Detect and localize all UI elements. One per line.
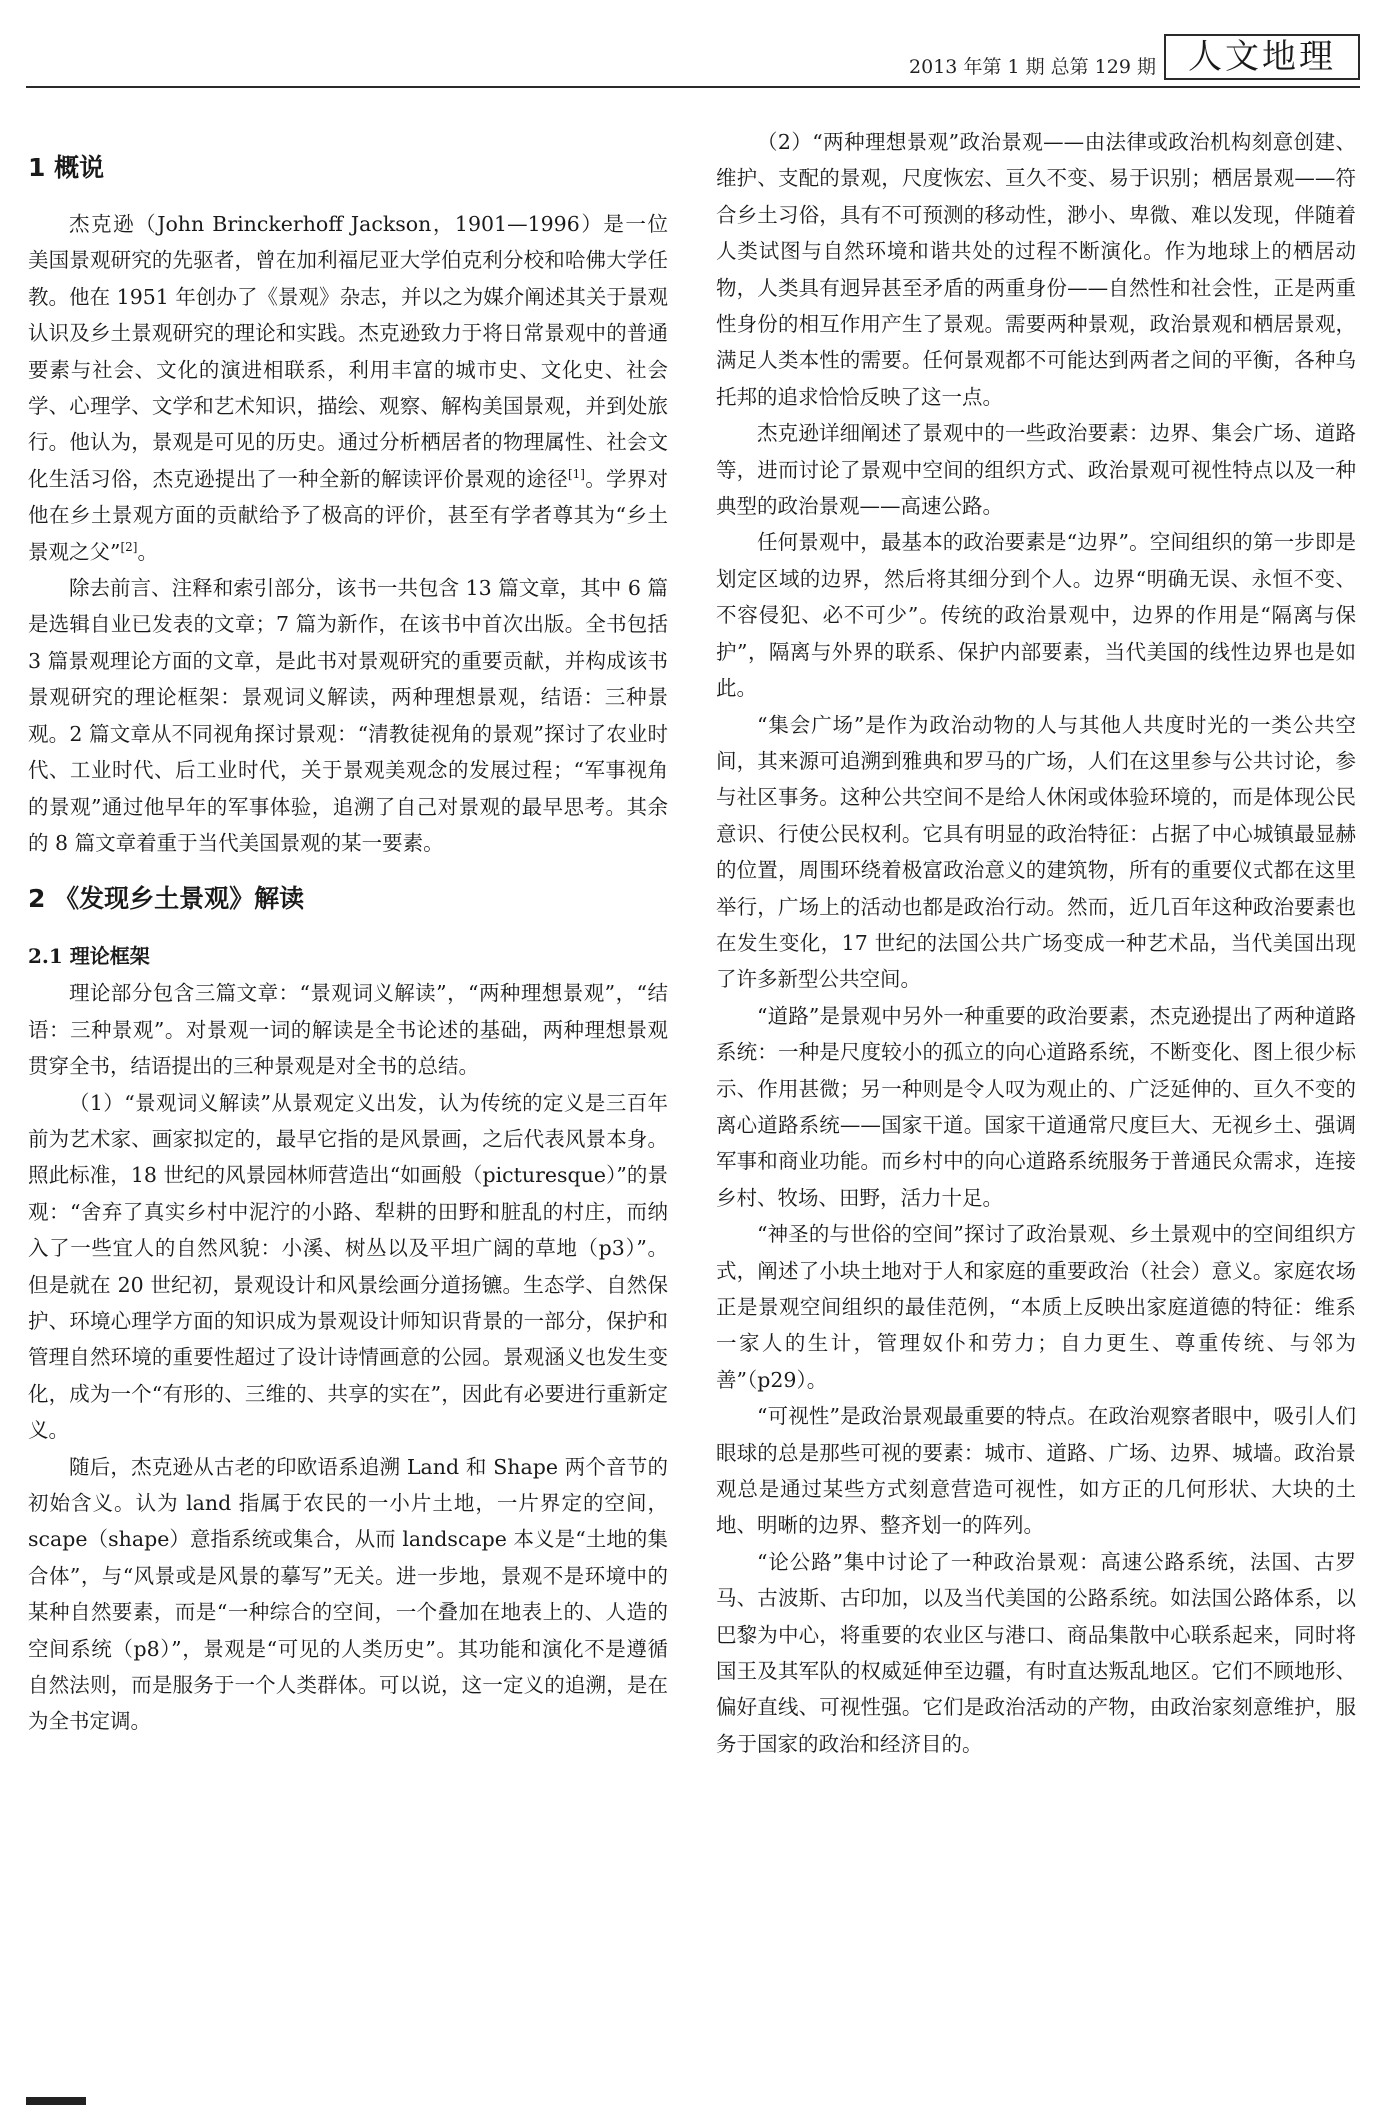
paragraph: 随后，杰克逊从古老的印欧语系追溯 Land 和 Shape 两个音节的初始含义。认为 land 指属于农民的一小片土地，一片界定的空间，scape（shape）意指系统或集合，从而 landscape 本义是“土地的集合体”，与“风景或是风景的摹写”无关。进一步地，景观不是环境中的某种自然要素，而是“一种综合的空间，一个叠加在地表上的、人造的空间系统（p8）”，景观是“可见的人类历史”。其功能和演化不是遵循自然法则，而是服务于一个人类群体。可以说，这一定义的追溯，是在为全书定调。 [28, 1454, 668, 1734]
section-heading-2: 2 《发现乡土景观》解读 [28, 884, 305, 914]
paragraph: （1）“景观词义解读”从景观定义出发，认为传统的定义是三百年前为艺术家、画家拟定的，最早它指的是风景画，之后代表风景本身。照此标准，18 世纪的风景园林师营造出“如画般（picturesque）”的景观：“舍弃了真实乡村中泥泞的小路、犁耕的田野和脏乱的村庄，而纳入了一些宜人的自然风貌：小溪、树丛以及平坦广阔的草地（p3）”。但是就在 20 世纪初，景观设计和风景绘画分道扬镳。生态学、自然保护、环境心理学方面的知识成为景观设计师知识背景的一部分，保护和管理自然环境的重要性超过了设计诗情画意的公园。景观涵义也发生变化，成为一个“有形的、三维的、共享的实在”，因此有必要进行重新定义。 [28, 1090, 668, 1443]
left-column [28, 148, 668, 1740]
paragraph: （2）“两种理想景观”政治景观——由法律或政治机构刻意创建、维护、支配的景观，尺度恢宏、亘久不变、易于识别；栖居景观——符合乡土习俗，具有不可预测的移动性，渺小、卑微、难以发现，伴随着人类试图与自然环境和谐共处的过程不断演化。作为地球上的栖居动物，人类具有迥异甚至矛盾的两重身份——自然性和社会性，正是两重性身份的相互作用产生了景观。需要两种景观，政治景观和栖居景观，满足人类本性的需要。任何景观都不可能达到两者之间的平衡，各种乌托邦的追求恰恰反映了这一点。 [716, 130, 1356, 409]
paragraph: 除去前言、注释和索引部分，该书一共包含 13 篇文章，其中 6 篇是选辑自业已发表的文章；7 篇为新作，在该书中首次出版。全书包括 3 篇景观理论方面的文章，是此书对景观研究的重要贡献，并构成该书景观研究的理论框架：景观词义解读，两种理想景观，结语：三种景观。2 篇文章从不同视角探讨景观：“清教徒视角的景观”探讨了农业时代、工业时代、后工业时代，关于景观美观念的发展过程；“军事视角的景观”通过他早年的军事体验，追溯了自己对景观的最早思考。其余的 8 篇文章着重于当代美国景观的某一要素。 [28, 576, 668, 855]
paragraph: “道路”是景观中另外一种重要的政治要素，杰克逊提出了两种道路系统：一种是尺度较小的孤立的向心道路系统，不断变化、图上很少标示、作用甚微；另一种则是令人叹为观止的、广泛延伸的、亘久不变的离心道路系统——国家干道。国家干道通常尺度巨大、无视乡土、强调军事和商业功能。而乡村中的向心道路系统服务于普通民众需求，连接乡村、牧场、田野，活力十足。 [716, 1003, 1356, 1210]
paragraph: 理论部分包含三篇文章：“景观词义解读”，“两种理想景观”，“结语：三种景观”。对景观一词的解读是全书论述的基础，两种理想景观贯穿全书，结语提出的三种景观是对全书的总结。 [28, 981, 668, 1079]
section-heading-1: 1 概说 [28, 153, 105, 182]
paragraph: “神圣的与世俗的空间”探讨了政治景观、乡土景观中的空间组织方式，阐述了小块土地对于人和家庭的重要政治（社会）意义。家庭农场正是景观空间组织的最佳范例，“本质上反映出家庭道德的特征：维系一家人的生计，管理奴仆和劳力；自力更生、尊重传统、与邻为善”（p29）。 [716, 1222, 1356, 1392]
paragraph: “可视性”是政治景观最重要的特点。在政治观察者眼中，吸引人们眼球的总是那些可视的要素：城市、道路、广场、边界、城墙。政治景观总是通过某些方式刻意营造可视性，如方正的几何形状、大块的土地、明晰的边界、整齐划一的阵列。 [716, 1404, 1356, 1538]
paragraph-text: 。学界对他在乡土景观方面的贡献给予了极高的评价，甚至有学者尊其为“乡土景观之父” [28, 466, 669, 564]
spacer [28, 919, 668, 937]
paragraph-text: 杰克逊（John Brinckerhoff Jackson，1901—1996）是一位美国景观研究的先驱者，曾在加利福尼亚大学伯克利分校和哈佛大学任教。他在 1951 年创办了《景观》杂志，并以之为媒介阐述其关于景观认识及乡土景观研究的理论和实践。杰克逊致力于将日常景观中的普通要素与社会、文化的演进相联系，利用丰富的城市史、文化史、社会学、心理学、文学和艺术知识，描绘、观察、解构美国景观，并到处旅行。他认为，景观是可见的历史。通过分析栖居者的物理属性、社会文化生活习俗，杰克逊提出了一种全新的解读评价景观的途径 [28, 212, 668, 491]
paragraph-text: 。 [137, 539, 158, 564]
paragraph [28, 206, 668, 570]
right-column [716, 124, 1356, 1762]
issue-info: 2013 年第 1 期 总第 129 期 [909, 56, 1156, 78]
paragraph: “集会广场”是作为政治动物的人与其他人共度时光的一类公共空间，其来源可追溯到雅典和罗马的广场，人们在这里参与公共讨论，参与社区事务。这种公共空间不是给人休闲或体验环境的，而是体现公民意识、行使公民权利。它具有明显的政治特征：占据了中心城镇最显赫的位置，周围环绕着极富政治意义的建筑物，所有的重要仪式都在这里举行，广场上的活动也都是政治行动。然而，近几百年这种政治要素也在发生变化，17 世纪的法国公共广场变成一种艺术品，当代美国出现了许多新型公共空间。 [716, 712, 1356, 992]
spacer [28, 861, 668, 879]
subsection-heading: 2.1 理论框架 [28, 944, 150, 969]
header-rule [26, 86, 1360, 88]
reference-marker: [2] [120, 539, 138, 554]
page-corner-mark [26, 2097, 86, 2105]
paragraph: “论公路”集中讨论了一种政治景观：高速公路系统，法国、古罗马、古波斯、古印加，以及当代美国的公路系统。如法国公路体系，以巴黎为中心，将重要的农业区与港口、商品集散中心联系起来，同时将国王及其军队的权威延伸至边疆，有时直达叛乱地区。它们不顾地形、偏好直线、可视性强。它们是政治活动的产物，由政治家刻意维护，服务于国家的政治和经济目的。 [716, 1549, 1356, 1756]
spacer [28, 188, 668, 206]
journal-title: 人文地理 [1164, 34, 1360, 80]
page-header [26, 22, 1360, 88]
paragraph: 任何景观中，最基本的政治要素是“边界”。空间组织的第一步即是划定区域的边界，然后将其细分到个人。边界“明确无误、永恒不变、不容侵犯、必不可少”。传统的政治景观中，边界的作用是“隔离与保护”，隔离与外界的联系、保护内部要素，当代美国的线性边界也是如此。 [716, 530, 1356, 701]
reference-marker: [1] [567, 467, 585, 482]
paragraph: 杰克逊详细阐述了景观中的一些政治要素：边界、集会广场、道路等，进而讨论了景观中空间的组织方式、政治景观可视性特点以及一种典型的政治景观——高速公路。 [716, 421, 1356, 519]
